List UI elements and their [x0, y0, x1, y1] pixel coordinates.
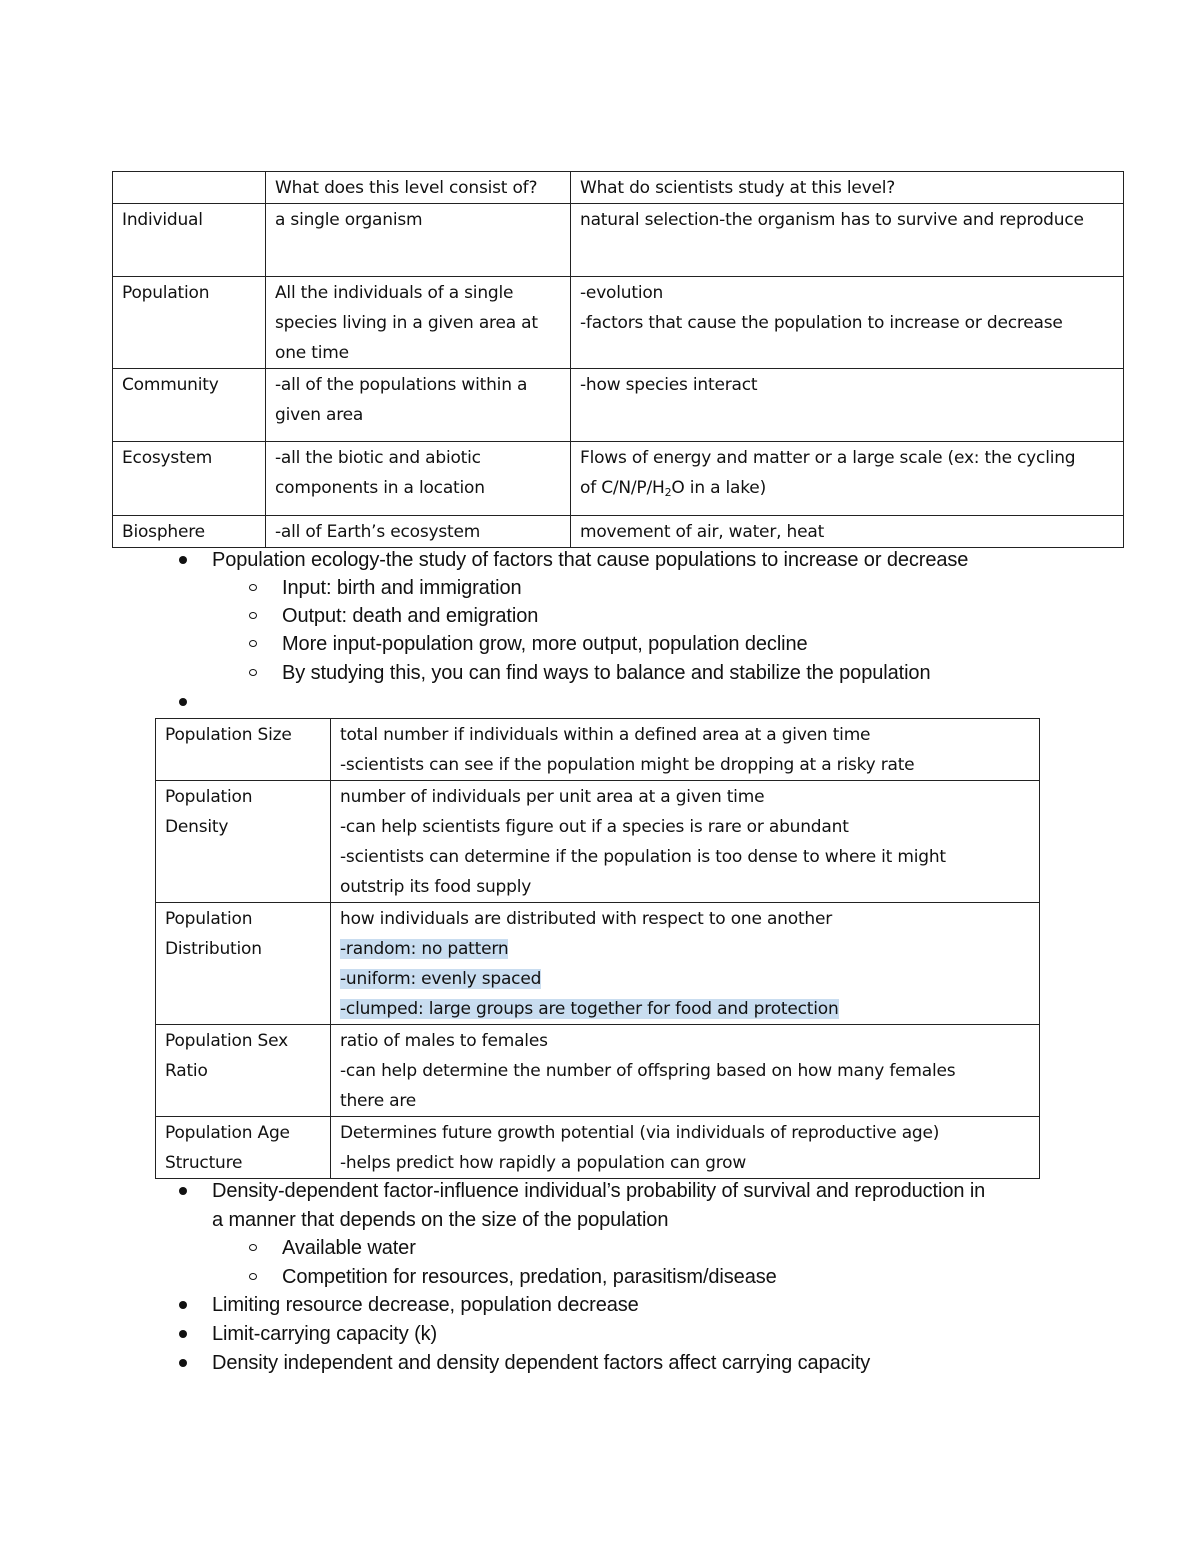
cell-line: given area	[275, 405, 364, 425]
table-row	[113, 442, 1124, 516]
cell-line: species living in a given area at	[275, 313, 538, 333]
study-cell	[571, 516, 1124, 548]
list-item-continuation: a manner that depends on the size of the population	[212, 1209, 669, 1231]
study-cell	[571, 369, 1124, 442]
term-cell	[156, 1025, 331, 1117]
formula-part: of C/N/P/H	[580, 478, 665, 498]
cell-line: Population Sex	[165, 1031, 288, 1051]
bullet-circle-icon	[249, 612, 257, 619]
consists-cell	[266, 442, 571, 516]
bullet-dot-icon	[179, 1330, 187, 1338]
table-header-row	[113, 172, 1124, 204]
list-item: Density independent and density dependent factors affect carrying capacity	[212, 1352, 871, 1374]
description-cell	[331, 903, 1040, 1025]
description-cell	[331, 1117, 1040, 1179]
header-cell-empty	[113, 172, 266, 204]
bullet-dot-icon	[179, 1359, 187, 1367]
cell-line: Distribution	[165, 939, 262, 959]
bullet-circle-icon	[249, 669, 257, 676]
cell-line: how individuals are distributed with respect to one another	[340, 909, 833, 929]
table-row	[156, 719, 1040, 781]
cell-line: Population Age	[165, 1123, 290, 1143]
list-item: Density-dependent factor-influence individual’s probability of survival and reproduction in	[212, 1180, 986, 1202]
cell-line: Density	[165, 817, 229, 837]
highlighted-text: -random: no pattern	[340, 939, 509, 959]
cell-line: number of individuals per unit area at a given time	[340, 787, 765, 807]
cell-line: -all the biotic and abiotic	[275, 448, 481, 468]
description-cell	[331, 781, 1040, 903]
bullet-circle-icon	[249, 640, 257, 647]
table-row	[156, 1025, 1040, 1117]
table-row	[113, 516, 1124, 548]
highlighted-text: -uniform: evenly spaced	[340, 969, 542, 989]
bullet-circle-icon	[249, 584, 257, 591]
consists-cell	[266, 516, 571, 548]
cell-line: Population	[165, 787, 253, 807]
table-row	[113, 277, 1124, 369]
cell-line: movement of air, water, heat	[580, 522, 825, 542]
bullet-dot-icon	[179, 1187, 187, 1195]
study-cell	[571, 204, 1124, 277]
description-cell	[331, 719, 1040, 781]
consists-cell	[266, 277, 571, 369]
cell-line: -scientists can see if the population might be dropping at a risky rate	[340, 755, 915, 775]
cell-line: natural selection-the organism has to survive and reproduce	[580, 210, 1084, 230]
cell-line: Population	[165, 909, 253, 929]
level-cell: Population	[113, 277, 266, 369]
term-cell	[156, 903, 331, 1025]
cell-line	[340, 964, 1030, 994]
cell-line	[340, 994, 1030, 1024]
cell-line: -factors that cause the population to increase or decrease	[580, 313, 1063, 333]
cell-line	[580, 473, 1114, 503]
term-cell	[156, 781, 331, 903]
levels-table	[112, 171, 1124, 548]
cell-line: ratio of males to females	[340, 1031, 548, 1051]
bullet-circle-icon	[249, 1244, 257, 1251]
list-item: Limiting resource decrease, population decrease	[212, 1294, 639, 1316]
cell-line: -all of Earth’s ecosystem	[275, 522, 481, 542]
level-cell: Individual	[113, 204, 266, 277]
bullet-dot-icon	[179, 698, 187, 706]
cell-line: Determines future growth potential (via individuals of reproductive age)	[340, 1123, 940, 1143]
list-item: Population ecology-the study of factors that cause populations to increase or decrease	[212, 549, 969, 571]
consists-cell	[266, 369, 571, 442]
term-cell	[156, 1117, 331, 1179]
list-item: Limit-carrying capacity (k)	[212, 1323, 438, 1345]
table-row	[156, 1117, 1040, 1179]
list-item: Available water	[282, 1237, 416, 1259]
cell-line: a single organism	[275, 210, 423, 230]
study-cell	[571, 442, 1124, 516]
cell-line: total number if individuals within a defined area at a given time	[340, 725, 871, 745]
formula-part: O in a lake)	[671, 478, 766, 498]
level-cell: Community	[113, 369, 266, 442]
term-cell	[156, 719, 331, 781]
cell-line: Flows of energy and matter or a large scale (ex: the cycling	[580, 448, 1076, 468]
population-characteristics-table	[155, 718, 1040, 1179]
cell-line: Structure	[165, 1153, 243, 1173]
table-row	[113, 204, 1124, 277]
bullet-dot-icon	[179, 1301, 187, 1309]
header-cell-consists: What does this level consist of?	[266, 172, 571, 204]
description-cell	[331, 1025, 1040, 1117]
cell-line: -can help scientists figure out if a species is rare or abundant	[340, 817, 849, 837]
formula-subscript: 2	[664, 486, 672, 499]
cell-line: there are	[340, 1091, 417, 1111]
level-cell: Biosphere	[113, 516, 266, 548]
cell-line: All the individuals of a single	[275, 283, 514, 303]
cell-line: -how species interact	[580, 375, 758, 395]
highlighted-text: -clumped: large groups are together for food and protection	[340, 999, 839, 1019]
cell-line	[340, 934, 1030, 964]
table-row	[156, 903, 1040, 1025]
table-row	[156, 781, 1040, 903]
list-item: Competition for resources, predation, parasitism/disease	[282, 1266, 777, 1288]
bullet-dot-icon	[179, 556, 187, 564]
consists-cell	[266, 204, 571, 277]
cell-line: -all of the populations within a	[275, 375, 528, 395]
cell-line: -helps predict how rapidly a population can grow	[340, 1153, 747, 1173]
cell-line: Ratio	[165, 1061, 208, 1081]
cell-line: one time	[275, 343, 349, 363]
cell-line: Population Size	[165, 725, 292, 745]
table-row	[113, 369, 1124, 442]
header-cell-study: What do scientists study at this level?	[571, 172, 1124, 204]
cell-line: -scientists can determine if the population is too dense to where it might	[340, 847, 946, 867]
cell-line: components in a location	[275, 478, 485, 498]
list-item: Output: death and emigration	[282, 605, 539, 627]
list-item: By studying this, you can find ways to balance and stabilize the population	[282, 662, 931, 684]
cell-line: -evolution	[580, 283, 664, 303]
cell-line: -can help determine the number of offspring based on how many females	[340, 1061, 956, 1081]
list-item: More input-population grow, more output, population decline	[282, 633, 808, 655]
cell-line: outstrip its food supply	[340, 877, 532, 897]
bullet-circle-icon	[249, 1273, 257, 1280]
list-item: Input: birth and immigration	[282, 577, 522, 599]
level-cell: Ecosystem	[113, 442, 266, 516]
study-cell	[571, 277, 1124, 369]
